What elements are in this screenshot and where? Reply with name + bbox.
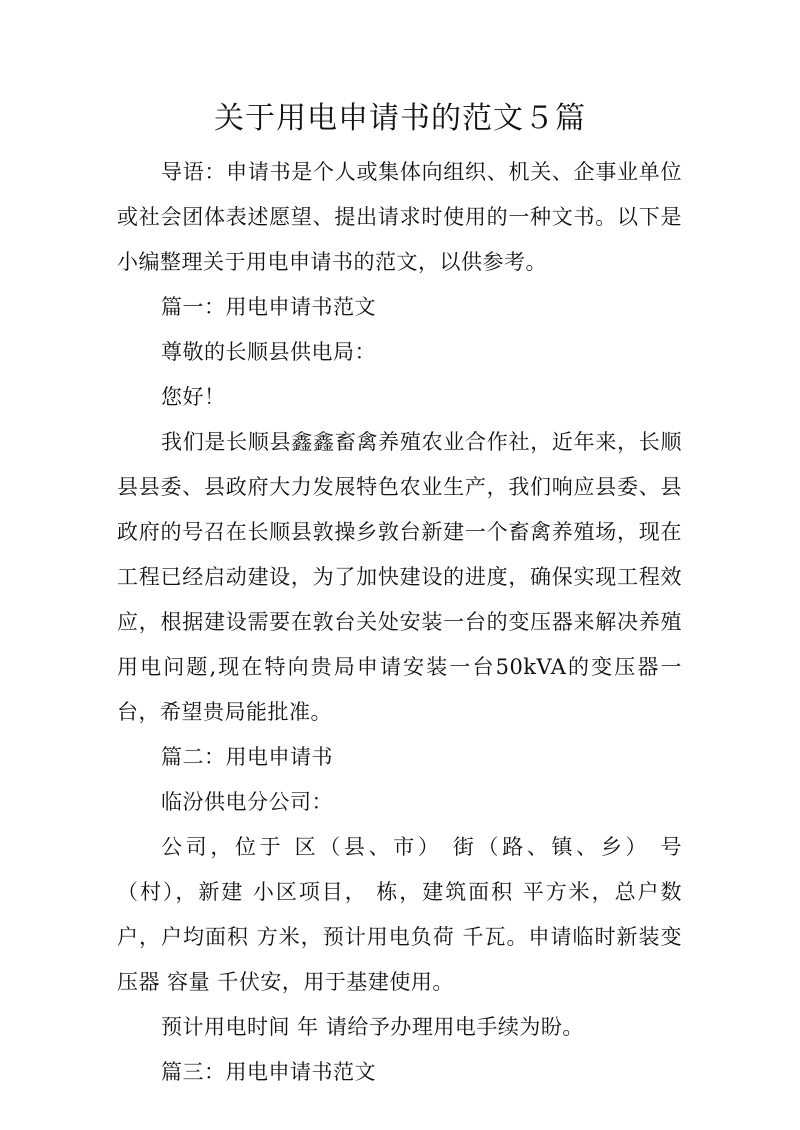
salutation-1: 尊敬的长顺县供电局： — [161, 340, 376, 364]
section-heading-3: 篇三：用电申请书范文 — [161, 1060, 376, 1084]
section-heading-2: 篇二：用电申请书 — [161, 745, 333, 769]
section-heading-1: 篇一：用电申请书范文 — [161, 295, 376, 319]
document-body — [117, 150, 682, 1095]
body-paragraph-3: 预计用电时间 年 请给予办理用电手续为盼。 — [161, 1015, 584, 1039]
document-title: 关于用电申请书的范文５篇 — [214, 101, 586, 136]
greeting: 您好！ — [161, 385, 226, 409]
intro-paragraph: 导语：申请书是个人或集体向组织、机关、企事业单位或社会团体表述愿望、提出请求时使用的一种文书。以下是小编整理关于用电申请书的范文，以供参考。 — [117, 160, 682, 274]
salutation-2: 临汾供电分公司： — [161, 790, 333, 814]
body-paragraph-1: 我们是长顺县鑫鑫畜禽养殖农业合作社，近年来，长顺县县委、县政府大力发展特色农业生产，我们响应县委、县政府的号召在长顺县敦操乡敦台新建一个畜禽养殖场，现在工程已经启动建设，为了加快建设的进度，确保实现工程效应，根据建设需要在敦台关处安装一台的变压器来解决养殖用电问题,现在特向贵局申请安装一台50kVA的变压器一台，希望贵局能批准。 — [117, 430, 682, 724]
body-paragraph-2: 公司，位于 区（县、市） 街（路、镇、乡） 号（村），新建 小区项目， 栋，建筑面积 平方米，总户数 户，户均面积 方米，预计用电负荷 千瓦。申请临时新装变压器 容量 千伏安，用于基建使用。 — [117, 835, 682, 994]
